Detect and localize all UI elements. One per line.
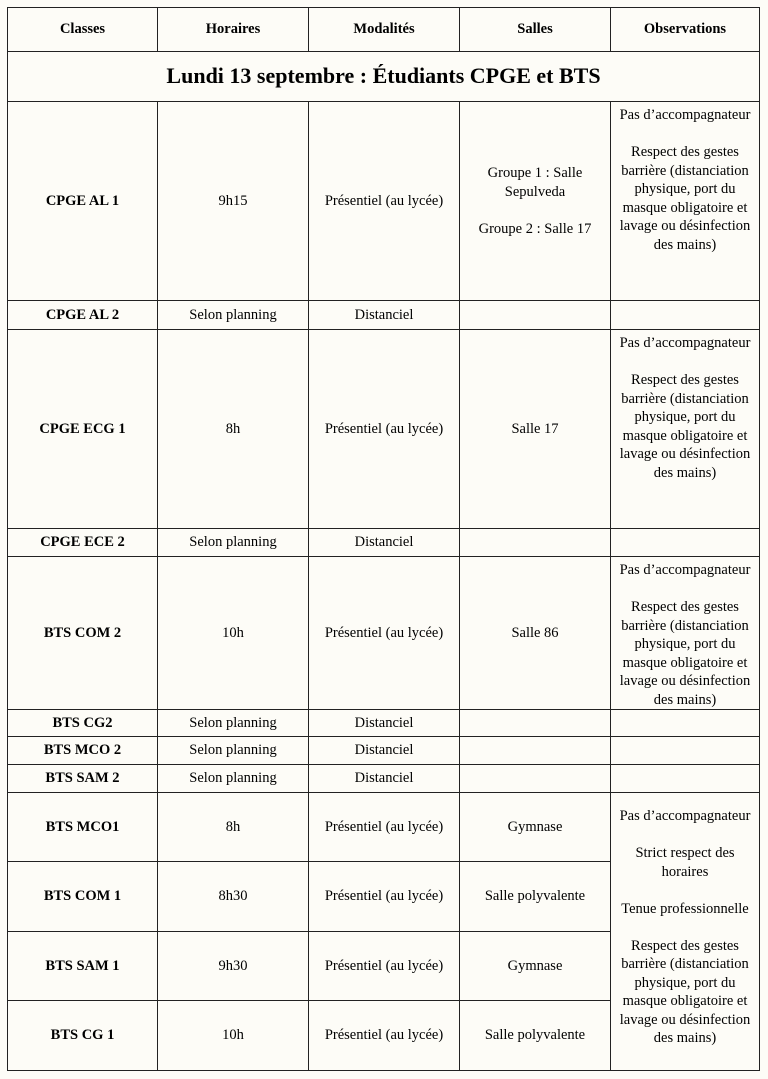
cell-salle	[460, 557, 611, 710]
cell-salle	[460, 793, 611, 862]
text-line: Gymnase	[507, 957, 563, 974]
cell-observations	[611, 529, 760, 557]
cell-salle	[460, 862, 611, 932]
schedule-table	[7, 7, 760, 1071]
text-line: Salle polyvalente	[484, 1027, 586, 1044]
table-row	[8, 102, 760, 301]
text-line: barrière (distanciation	[621, 390, 749, 407]
cell-horaire: 8h30	[158, 862, 309, 932]
text-line: Salle polyvalente	[484, 888, 586, 905]
cell-observations	[611, 737, 760, 765]
text-line: Pas d’accompagnateur	[619, 808, 751, 824]
cell-classe: CPGE ECE 2	[8, 529, 158, 557]
text-line: masque obligatoire et	[622, 654, 748, 671]
cell-classe: BTS COM 1	[8, 862, 158, 932]
cell-observations	[611, 102, 760, 301]
header-horaires: Horaires	[158, 8, 309, 52]
text-line: Pas d’accompagnateur	[619, 335, 751, 351]
cell-horaire: Selon planning	[158, 765, 309, 793]
cell-classe: CPGE ECG 1	[8, 330, 158, 529]
text-line: lavage ou désinfection	[619, 446, 751, 462]
line-gap	[462, 201, 608, 220]
cell-modalite: Présentiel (au lycée)	[309, 330, 460, 529]
cell-modalite: Présentiel (au lycée)	[309, 557, 460, 710]
cell-salle	[460, 529, 611, 557]
text-line: horaires	[661, 863, 709, 880]
text-line: Tenue professionnelle	[621, 900, 749, 917]
cell-horaire: Selon planning	[158, 301, 309, 330]
cell-classe: BTS COM 2	[8, 557, 158, 710]
cell-horaire: 9h15	[158, 102, 309, 301]
table-row	[8, 793, 760, 862]
cell-modalite: Distanciel	[309, 301, 460, 330]
cell-horaire: 9h30	[158, 932, 309, 1001]
text-line: des mains)	[653, 464, 717, 481]
text-line: physique, port du	[634, 974, 736, 991]
table-row	[8, 529, 760, 557]
cell-modalite: Présentiel (au lycée)	[309, 102, 460, 301]
text-line: Gymnase	[507, 818, 563, 835]
text-line: Strict respect des	[635, 845, 735, 861]
text-line: physique, port du	[634, 409, 736, 425]
cell-salle	[460, 102, 611, 301]
cell-classe: BTS CG 1	[8, 1001, 158, 1071]
cell-modalite: Distanciel	[309, 529, 460, 557]
cell-observations-group	[611, 793, 760, 1071]
text-line: Respect des gestes	[631, 144, 739, 160]
cell-modalite: Présentiel (au lycée)	[309, 1001, 460, 1071]
cell-salle	[460, 765, 611, 793]
cell-modalite: Présentiel (au lycée)	[309, 862, 460, 932]
text-line: barrière (distanciation	[621, 162, 749, 179]
table-row	[8, 301, 760, 330]
text-line: Groupe 2 : Salle 17	[478, 220, 592, 237]
text-line: des mains)	[653, 691, 717, 708]
text-line: des mains)	[653, 1030, 717, 1046]
cell-classe: BTS MCO1	[8, 793, 158, 862]
text-line: Salle 86	[511, 624, 559, 641]
line-gap	[613, 580, 757, 599]
text-line: Sepulveda	[504, 183, 566, 200]
text-line: physique, port du	[634, 636, 736, 652]
line-gap	[613, 918, 757, 937]
text-line: physique, port du	[634, 181, 736, 197]
cell-salle	[460, 330, 611, 529]
header-salles: Salles	[460, 8, 611, 52]
cell-observations	[611, 330, 760, 529]
line-gap	[613, 353, 757, 372]
cell-horaire: Selon planning	[158, 737, 309, 765]
title-row	[8, 52, 760, 102]
cell-salle	[460, 301, 611, 330]
cell-horaire: 8h	[158, 330, 309, 529]
table-row	[8, 765, 760, 793]
text-line: masque obligatoire et	[622, 427, 748, 444]
header-classes: Classes	[8, 8, 158, 52]
cell-salle	[460, 1001, 611, 1071]
table-title: Lundi 13 septembre : Étudiants CPGE et BTS	[8, 52, 760, 102]
line-gap	[613, 881, 757, 900]
text-line: Salle 17	[511, 420, 559, 437]
text-line: Groupe 1 : Salle	[487, 165, 583, 181]
cell-observations	[611, 301, 760, 330]
cell-classe: CPGE AL 2	[8, 301, 158, 330]
text-line: lavage ou désinfection	[619, 673, 751, 689]
text-line: des mains)	[653, 236, 717, 253]
cell-observations	[611, 557, 760, 710]
cell-modalite: Distanciel	[309, 737, 460, 765]
cell-horaire: 8h	[158, 793, 309, 862]
cell-modalite: Distanciel	[309, 765, 460, 793]
text-line: barrière (distanciation	[621, 617, 749, 634]
cell-classe: BTS SAM 2	[8, 765, 158, 793]
cell-horaire: Selon planning	[158, 529, 309, 557]
cell-modalite: Présentiel (au lycée)	[309, 793, 460, 862]
cell-classe: BTS SAM 1	[8, 932, 158, 1001]
cell-classe: CPGE AL 1	[8, 102, 158, 301]
table-row	[8, 737, 760, 765]
cell-salle	[460, 710, 611, 737]
cell-observations	[611, 765, 760, 793]
cell-salle	[460, 932, 611, 1001]
text-line: lavage ou désinfection	[619, 1011, 751, 1028]
header-observations: Observations	[611, 8, 760, 52]
line-gap	[613, 125, 757, 144]
text-line: Respect des gestes	[631, 599, 739, 615]
text-line: barrière (distanciation	[621, 956, 749, 972]
text-line: lavage ou désinfection	[619, 218, 751, 234]
cell-horaire: 10h	[158, 557, 309, 710]
cell-observations	[611, 710, 760, 737]
text-line: Respect des gestes	[631, 372, 739, 388]
cell-classe: BTS MCO 2	[8, 737, 158, 765]
cell-modalite: Présentiel (au lycée)	[309, 932, 460, 1001]
text-line: Pas d’accompagnateur	[619, 107, 751, 123]
text-line: Respect des gestes	[631, 937, 739, 954]
cell-classe: BTS CG2	[8, 710, 158, 737]
line-gap	[613, 826, 757, 845]
text-line: masque obligatoire et	[622, 199, 748, 216]
table-row	[8, 710, 760, 737]
header-modalites: Modalités	[309, 8, 460, 52]
cell-horaire: Selon planning	[158, 710, 309, 737]
cell-salle	[460, 737, 611, 765]
table-row	[8, 557, 760, 710]
text-line: masque obligatoire et	[622, 993, 748, 1009]
text-line: Pas d’accompagnateur	[619, 562, 751, 578]
table-row	[8, 330, 760, 529]
cell-modalite: Distanciel	[309, 710, 460, 737]
header-row	[8, 8, 760, 52]
cell-horaire: 10h	[158, 1001, 309, 1071]
